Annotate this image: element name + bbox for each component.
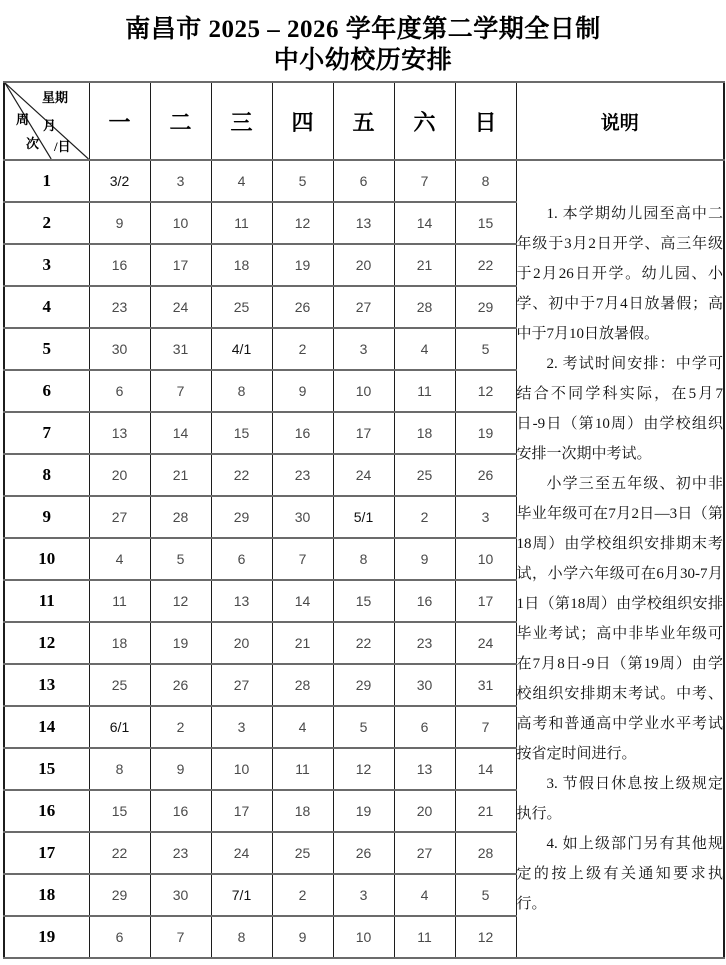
date-cell: 17 <box>150 244 211 286</box>
date-cell: 23 <box>272 454 333 496</box>
date-cell: 5 <box>272 160 333 202</box>
week-number: 14 <box>4 706 89 748</box>
date-cell: 28 <box>150 496 211 538</box>
date-cell: 6/1 <box>89 706 150 748</box>
day-header-sat: 六 <box>394 82 455 160</box>
week-number: 3 <box>4 244 89 286</box>
date-cell: 6 <box>333 160 394 202</box>
date-cell: 10 <box>333 370 394 412</box>
date-cell: 6 <box>211 538 272 580</box>
date-cell: 18 <box>211 244 272 286</box>
date-cell: 27 <box>394 832 455 874</box>
date-cell: 5 <box>455 328 516 370</box>
date-cell: 21 <box>272 622 333 664</box>
date-cell: 10 <box>333 916 394 958</box>
date-cell: 17 <box>211 790 272 832</box>
date-cell: 12 <box>455 916 516 958</box>
date-cell: 9 <box>272 916 333 958</box>
date-cell: 24 <box>455 622 516 664</box>
date-cell: 2 <box>272 874 333 916</box>
date-cell: 11 <box>272 748 333 790</box>
day-header-fri: 五 <box>333 82 394 160</box>
date-cell: 4 <box>211 160 272 202</box>
date-cell: 21 <box>394 244 455 286</box>
page-title-line2: 中小幼校历安排 <box>273 46 453 74</box>
date-cell: 12 <box>272 202 333 244</box>
date-cell: 18 <box>272 790 333 832</box>
date-cell: 2 <box>272 328 333 370</box>
diagonal-header-cell <box>4 82 89 160</box>
date-cell: 5 <box>455 874 516 916</box>
date-cell: 16 <box>150 790 211 832</box>
date-cell: 5 <box>150 538 211 580</box>
date-cell: 3 <box>455 496 516 538</box>
day-header-thu: 四 <box>272 82 333 160</box>
date-cell: 4 <box>272 706 333 748</box>
header-row <box>4 82 724 160</box>
date-cell: 12 <box>455 370 516 412</box>
date-cell: 6 <box>89 370 150 412</box>
date-cell: 16 <box>272 412 333 454</box>
date-cell: 5 <box>333 706 394 748</box>
date-cell: 4 <box>394 328 455 370</box>
date-cell: 10 <box>211 748 272 790</box>
date-cell: 16 <box>394 580 455 622</box>
week-number: 5 <box>4 328 89 370</box>
date-cell: 28 <box>394 286 455 328</box>
corner-label-weekday: 星期 <box>42 90 69 105</box>
week-number: 4 <box>4 286 89 328</box>
date-cell: 13 <box>89 412 150 454</box>
week-number: 1 <box>4 160 89 202</box>
week-number: 7 <box>4 412 89 454</box>
date-cell: 20 <box>211 622 272 664</box>
corner-label-month: 月 <box>43 118 57 133</box>
date-cell: 20 <box>394 790 455 832</box>
date-cell: 17 <box>455 580 516 622</box>
date-cell: 19 <box>455 412 516 454</box>
date-cell: 7 <box>150 916 211 958</box>
day-header-tue: 二 <box>150 82 211 160</box>
date-cell: 14 <box>394 202 455 244</box>
calendar-table <box>3 81 725 959</box>
date-cell: 4 <box>89 538 150 580</box>
date-cell: 9 <box>394 538 455 580</box>
date-cell: 23 <box>394 622 455 664</box>
date-cell: 20 <box>333 244 394 286</box>
date-cell: 11 <box>211 202 272 244</box>
date-cell: 10 <box>455 538 516 580</box>
date-cell: 15 <box>333 580 394 622</box>
week-number: 18 <box>4 874 89 916</box>
date-cell: 20 <box>89 454 150 496</box>
day-header-sun: 日 <box>455 82 516 160</box>
date-cell: 31 <box>150 328 211 370</box>
date-cell: 18 <box>394 412 455 454</box>
date-cell: 29 <box>333 664 394 706</box>
date-cell: 24 <box>150 286 211 328</box>
date-cell: 12 <box>150 580 211 622</box>
date-cell: 7 <box>150 370 211 412</box>
note-paragraph: 小学三至五年级、初中非毕业年级可在7月2日—3日（第18周）由学校组织安排期末考试，小学六年级可在6月30-7月1日（第18周）由学校组织安排毕业考试；高中非毕业年级可在7月8日-9日（第19周）由学校组织安排期末考试。中考、高考和普通高中学业水平考试按省定时间进行。 <box>516 476 723 762</box>
date-cell: 3/2 <box>89 160 150 202</box>
date-cell: 13 <box>394 748 455 790</box>
date-cell: 14 <box>455 748 516 790</box>
week-number: 10 <box>4 538 89 580</box>
date-cell: 8 <box>333 538 394 580</box>
date-cell: 14 <box>272 580 333 622</box>
week-number: 9 <box>4 496 89 538</box>
date-cell: 4 <box>394 874 455 916</box>
date-cell: 11 <box>394 370 455 412</box>
date-cell: 7 <box>455 706 516 748</box>
date-cell: 19 <box>272 244 333 286</box>
date-cell: 25 <box>89 664 150 706</box>
date-cell: 3 <box>333 874 394 916</box>
date-cell: 9 <box>272 370 333 412</box>
date-cell: 31 <box>455 664 516 706</box>
page-title <box>0 0 726 76</box>
week-number: 16 <box>4 790 89 832</box>
date-cell: 6 <box>394 706 455 748</box>
date-cell: 13 <box>211 580 272 622</box>
date-cell: 30 <box>394 664 455 706</box>
week-number: 2 <box>4 202 89 244</box>
note-paragraph: 3. 节假日休息按上级规定执行。 <box>516 776 723 822</box>
week-number: 19 <box>4 916 89 958</box>
date-cell: 24 <box>333 454 394 496</box>
date-cell: 19 <box>150 622 211 664</box>
date-cell: 24 <box>211 832 272 874</box>
date-cell: 11 <box>394 916 455 958</box>
note-paragraph: 4. 如上级部门另有其他规定的按上级有关通知要求执行。 <box>516 836 723 912</box>
date-cell: 3 <box>150 160 211 202</box>
date-cell: 3 <box>211 706 272 748</box>
week-number: 12 <box>4 622 89 664</box>
corner-label-week-top: 周 <box>16 112 30 127</box>
date-cell: 27 <box>211 664 272 706</box>
date-cell: 22 <box>89 832 150 874</box>
corner-label-week-bottom: 次 <box>26 136 40 151</box>
note-paragraph: 2. 考试时间安排：中学可结合不同学科实际，在5月7日-9日（第10周）由学校组织安排一次期中考试。 <box>516 356 723 462</box>
date-cell: 29 <box>455 286 516 328</box>
date-cell: 16 <box>89 244 150 286</box>
date-cell: 25 <box>272 832 333 874</box>
date-cell: 30 <box>89 328 150 370</box>
date-cell: 17 <box>333 412 394 454</box>
date-cell: 14 <box>150 412 211 454</box>
day-header-mon: 一 <box>89 82 150 160</box>
date-cell: 25 <box>394 454 455 496</box>
date-cell: 15 <box>455 202 516 244</box>
week-number: 8 <box>4 454 89 496</box>
date-cell: 10 <box>150 202 211 244</box>
week-number: 13 <box>4 664 89 706</box>
date-cell: 7 <box>394 160 455 202</box>
date-cell: 11 <box>89 580 150 622</box>
date-cell: 8 <box>211 916 272 958</box>
date-cell: 8 <box>455 160 516 202</box>
date-cell: 28 <box>455 832 516 874</box>
date-cell: 12 <box>333 748 394 790</box>
date-cell: 22 <box>333 622 394 664</box>
date-cell: 27 <box>333 286 394 328</box>
date-cell: 2 <box>150 706 211 748</box>
date-cell: 6 <box>89 916 150 958</box>
date-cell: 18 <box>89 622 150 664</box>
week-number: 15 <box>4 748 89 790</box>
date-cell: 26 <box>455 454 516 496</box>
date-cell: 4/1 <box>211 328 272 370</box>
date-cell: 9 <box>89 202 150 244</box>
week-row <box>4 160 724 202</box>
date-cell: 5/1 <box>333 496 394 538</box>
date-cell: 8 <box>211 370 272 412</box>
date-cell: 15 <box>89 790 150 832</box>
week-number: 17 <box>4 832 89 874</box>
date-cell: 2 <box>394 496 455 538</box>
date-cell: 3 <box>333 328 394 370</box>
week-number: 6 <box>4 370 89 412</box>
date-cell: 8 <box>89 748 150 790</box>
date-cell: 23 <box>150 832 211 874</box>
date-cell: 27 <box>89 496 150 538</box>
date-cell: 30 <box>150 874 211 916</box>
date-cell: 26 <box>333 832 394 874</box>
date-cell: 7/1 <box>211 874 272 916</box>
date-cell: 19 <box>333 790 394 832</box>
notes-cell <box>516 160 724 958</box>
date-cell: 25 <box>211 286 272 328</box>
date-cell: 21 <box>455 790 516 832</box>
date-cell: 30 <box>272 496 333 538</box>
date-cell: 29 <box>211 496 272 538</box>
date-cell: 13 <box>333 202 394 244</box>
week-number: 11 <box>4 580 89 622</box>
date-cell: 29 <box>89 874 150 916</box>
date-cell: 23 <box>89 286 150 328</box>
date-cell: 21 <box>150 454 211 496</box>
page-title-line1: 南昌市 2025 – 2026 学年度第二学期全日制 <box>125 16 601 43</box>
note-paragraph: 1. 本学期幼儿园至高中二年级于3月2日开学、高三年级于2月26日开学。幼儿园、小学、初中于7月4日放暑假；高中于7月10日放暑假。 <box>516 206 723 342</box>
date-cell: 22 <box>455 244 516 286</box>
date-cell: 28 <box>272 664 333 706</box>
corner-label-day: /日 <box>54 139 71 154</box>
day-header-wed: 三 <box>211 82 272 160</box>
date-cell: 7 <box>272 538 333 580</box>
date-cell: 15 <box>211 412 272 454</box>
date-cell: 26 <box>150 664 211 706</box>
date-cell: 9 <box>150 748 211 790</box>
date-cell: 22 <box>211 454 272 496</box>
notes-header: 说明 <box>516 82 724 160</box>
date-cell: 26 <box>272 286 333 328</box>
